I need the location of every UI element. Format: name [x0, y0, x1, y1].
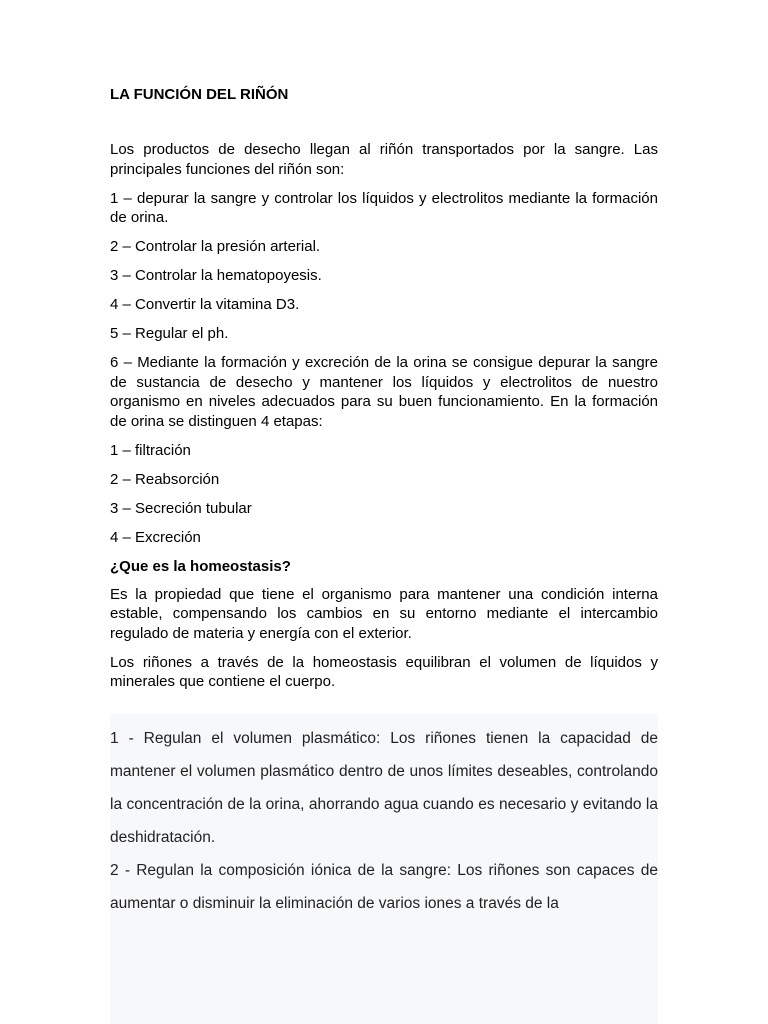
function-item-3: 3 – Controlar la hematopoyesis. [110, 267, 322, 284]
shaded-section [110, 714, 658, 1024]
stage-item-3: 3 – Secreción tubular [110, 499, 252, 517]
regulation-item-2: 2 - Regulan la composición iónica de la sangre: Los riñones son capaces de aumentar o disminuir la eliminación de varios iones a través de la [110, 862, 658, 912]
homeostasis-heading: ¿Que es la homeostasis? [110, 557, 291, 575]
homeostasis-definition: Es la propiedad que tiene el organismo para mantener una condición interna estable, compensando los cambios en su entorno mediante el intercambio regulado de materia y energía con el exterior. [110, 585, 658, 642]
function-item-5: 5 – Regular el ph. [110, 325, 229, 342]
document-title: LA FUNCIÓN DEL RIÑÓN [110, 86, 289, 103]
regulation-item-1: 1 - Regulan el volumen plasmático: Los riñones tienen la capacidad de mantener el volumen plasmático dentro de unos límites deseables, controlando la concentración de la orina, ahorrando agua cuando es necesario y evitando la deshidratación. [110, 730, 658, 846]
function-item-6: 6 – Mediante la formación y excreción de la orina se consigue depurar la sangre de sustancia de desecho y mantener los líquidos y electrolitos de nuestro organismo en niveles adecuados para su buen funcionamiento. En la formación de orina se distinguen 4 etapas: [110, 354, 658, 430]
document-body [110, 84, 658, 701]
homeostasis-kidney-paragraph: Los riñones a través de la homeostasis equilibran el volumen de líquidos y minerales que contiene el cuerpo. [110, 653, 658, 690]
function-item-1: 1 – depurar la sangre y controlar los líquidos y electrolitos mediante la formación de orina. [110, 189, 658, 226]
intro-paragraph: Los productos de desecho llegan al riñón transportados por la sangre. Las principales funciones del riñón son: [110, 141, 658, 178]
function-item-4: 4 – Convertir la vitamina D3. [110, 296, 300, 313]
function-item-2: 2 – Controlar la presión arterial. [110, 238, 321, 255]
stage-item-1: 1 – filtración [110, 441, 191, 459]
stage-item-2: 2 – Reabsorción [110, 470, 220, 488]
stage-item-4: 4 – Excreción [110, 528, 201, 546]
